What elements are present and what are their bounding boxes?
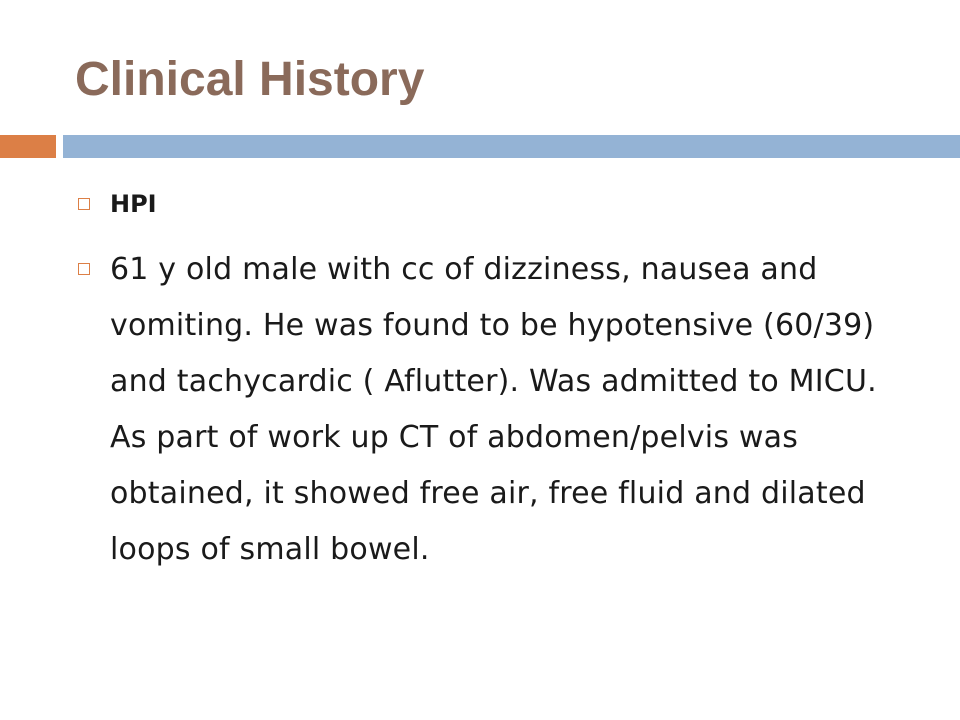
bullet-item-history: [78, 242, 928, 578]
title-divider-bar: [63, 135, 960, 158]
bullet-item-hpi: [78, 186, 928, 222]
title-accent-bar: [0, 135, 56, 158]
slide-title: Clinical History: [75, 53, 425, 106]
bullet-text-history: 61 y old male with cc of dizziness, nausea and vomiting. He was found to be hypotensive (60/39) and tachycardic ( Aflutter). Was admitted to MICU. As part of work up CT of abdomen/pelvis was obtained, it showed free air, free fluid and dilated loops of small bowel.: [110, 252, 877, 567]
hollow-square-bullet-icon: [78, 198, 90, 210]
hollow-square-bullet-icon: [78, 263, 90, 275]
bullet-text-hpi: HPI: [110, 190, 157, 218]
bullet-list: [78, 186, 928, 578]
